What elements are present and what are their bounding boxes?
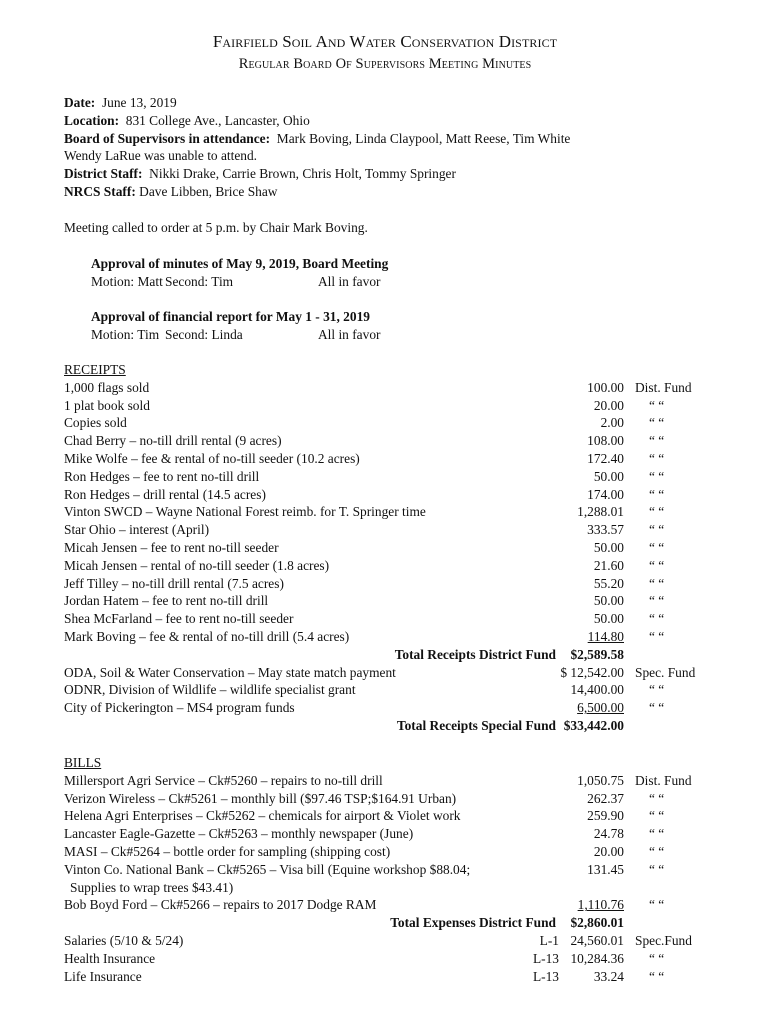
row-fund: “ “ bbox=[649, 826, 665, 842]
table-row bbox=[64, 681, 734, 699]
row-description: Health Insurance bbox=[64, 950, 156, 966]
row-description: Jeff Tilley – no-till drill rental (7.5 acres) bbox=[64, 575, 284, 591]
called-to-order: Meeting called to order at 5 p.m. by Chair Mark Boving. bbox=[64, 220, 368, 235]
row-amount: 114.80 bbox=[587, 628, 624, 644]
table-row bbox=[64, 825, 734, 843]
bills-heading: BILLS bbox=[64, 755, 102, 770]
table-row bbox=[64, 379, 734, 397]
row-amount: 50.00 bbox=[593, 611, 624, 627]
row-fund: Dist. Fund bbox=[635, 379, 692, 395]
row-description: Helena Agri Enterprises – Ck#5262 – chemicals for airport & Violet work bbox=[64, 808, 461, 824]
row-description: Chad Berry – no-till drill rental (9 acres) bbox=[64, 433, 282, 449]
approval-minutes: Approval of minutes of May 9, 2019, Board Meeting Motion: Matt Second: Tim All in favor bbox=[91, 256, 389, 289]
row-fund: “ “ bbox=[649, 575, 665, 591]
approval-heading: Approval of minutes of May 9, 2019, Board Meeting bbox=[91, 256, 389, 271]
row-description: City of Pickerington – MS4 program funds bbox=[64, 700, 295, 716]
location-line: Location: 831 College Ave., Lancaster, Ohio bbox=[64, 112, 310, 128]
row-fund: “ “ bbox=[649, 790, 665, 806]
total-special-receipts: Total Receipts Special Fund $33,442.00 bbox=[396, 717, 624, 733]
row-fund: “ “ bbox=[649, 557, 665, 573]
row-description: Millersport Agri Service – Ck#5260 – repairs to no-till drill bbox=[64, 772, 383, 788]
receipts-section bbox=[64, 361, 734, 735]
row-description: Copies sold bbox=[64, 415, 127, 431]
row-amount: 108.00 bbox=[587, 433, 624, 449]
row-amount: 20.00 bbox=[593, 397, 624, 413]
row-amount: 172.40 bbox=[587, 450, 624, 466]
row-fund: “ “ bbox=[649, 486, 665, 502]
row-description: MASI – Ck#5264 – bottle order for sampling (shipping cost) bbox=[64, 843, 391, 859]
table-row bbox=[64, 557, 734, 575]
table-row: Bob Boyd Ford – Ck#5266 – repairs to 2017 Dodge RAM 1,110.76 “ “ bbox=[64, 897, 665, 913]
absent-line: Wendy LaRue was unable to attend. bbox=[64, 148, 258, 164]
row-fund: “ “ bbox=[649, 450, 665, 466]
row-description: 1 plat book sold bbox=[64, 397, 150, 413]
bills-section bbox=[64, 754, 734, 985]
row-amount: 33.24 bbox=[593, 968, 624, 984]
table-row bbox=[64, 950, 734, 968]
table-row bbox=[64, 503, 734, 521]
row-code: L-1 bbox=[539, 932, 559, 948]
date-line: Date: June 13, 2019 bbox=[64, 95, 177, 110]
staff-line: District Staff: Nikki Drake, Carrie Brown, Chris Holt, Tommy Springer bbox=[64, 166, 456, 182]
table-row bbox=[64, 610, 734, 628]
row-fund: “ “ bbox=[649, 433, 665, 449]
row-amount: $ 12,542.00 bbox=[560, 664, 624, 680]
row-amount: 6,500.00 bbox=[577, 700, 624, 716]
table-row bbox=[64, 790, 734, 808]
row-amount: 259.90 bbox=[587, 808, 624, 824]
row-description: Vinton Co. National Bank – Ck#5265 – Visa bill (Equine workshop $88.04; bbox=[64, 861, 471, 877]
approval-heading: Approval of financial report for May 1 - 31, 2019 bbox=[91, 309, 370, 324]
row-fund: “ “ bbox=[649, 397, 665, 413]
row-description: Jordan Hatem – fee to rent no-till drill bbox=[64, 593, 269, 609]
row-code: L-13 bbox=[532, 950, 559, 966]
row-amount: 21.60 bbox=[593, 557, 624, 573]
table-row bbox=[64, 968, 734, 986]
row-amount: 24,560.01 bbox=[570, 932, 624, 948]
document-subtitle: Regular Board Of Supervisors Meeting Minutes bbox=[238, 56, 532, 72]
row-description: Micah Jensen – fee to rent no-till seeder bbox=[64, 539, 279, 555]
document-title: Fairfield Soil And Water Conservation District bbox=[212, 32, 558, 51]
row-amount: 2.00 bbox=[600, 415, 624, 431]
table-row bbox=[64, 932, 734, 950]
row-description: Star Ohio – interest (April) bbox=[64, 522, 210, 538]
row-amount: 1,050.75 bbox=[577, 772, 624, 788]
row-description: Ron Hedges – fee to rent no-till drill bbox=[64, 468, 260, 484]
row-fund: “ “ bbox=[649, 539, 665, 555]
table-row bbox=[64, 628, 734, 646]
row-fund: “ “ bbox=[649, 504, 665, 520]
row-description: Mark Boving – fee & rental of no-till drill (5.4 acres) bbox=[64, 628, 350, 644]
row-amount: 100.00 bbox=[587, 379, 624, 395]
row-description: Salaries (5/10 & 5/24) bbox=[64, 932, 184, 948]
table-row bbox=[64, 414, 734, 432]
table-row bbox=[64, 539, 734, 557]
row-fund: Spec. Fund bbox=[635, 664, 696, 680]
row-fund: “ “ bbox=[649, 682, 665, 698]
row-amount: 262.37 bbox=[587, 790, 624, 806]
row-amount: 10,284.36 bbox=[570, 950, 624, 966]
bill-continuation: Supplies to wrap trees $43.41) bbox=[70, 879, 234, 895]
row-description: Ron Hedges – drill rental (14.5 acres) bbox=[64, 486, 266, 502]
total-district-expenses: Total Expenses District Fund $2,860.01 bbox=[390, 915, 624, 931]
table-row bbox=[64, 450, 734, 468]
row-amount: 24.78 bbox=[593, 826, 624, 842]
row-fund: “ “ bbox=[649, 415, 665, 431]
row-amount: 14,400.00 bbox=[570, 682, 624, 698]
table-row bbox=[64, 664, 734, 682]
row-code: L-13 bbox=[532, 968, 559, 984]
row-fund: “ “ bbox=[649, 843, 665, 859]
table-row bbox=[64, 468, 734, 486]
row-description: Life Insurance bbox=[64, 968, 142, 984]
row-amount: 55.20 bbox=[593, 575, 624, 591]
table-row bbox=[64, 521, 734, 539]
table-row bbox=[64, 592, 734, 610]
row-description: Vinton SWCD – Wayne National Forest reimb. for T. Springer time bbox=[64, 504, 426, 520]
table-row bbox=[64, 575, 734, 593]
row-description: ODA, Soil & Water Conservation – May state match payment bbox=[64, 664, 396, 680]
approval-financial: Approval of financial report for May 1 - 31, 2019 Motion: Tim Second: Linda All in favor bbox=[91, 309, 381, 342]
row-amount: 1,288.01 bbox=[577, 504, 624, 520]
row-amount: 50.00 bbox=[593, 593, 624, 609]
table-row bbox=[64, 772, 734, 790]
row-amount: 20.00 bbox=[593, 843, 624, 859]
row-description: Micah Jensen – rental of no-till seeder (1.8 acres) bbox=[64, 557, 330, 573]
row-amount: 174.00 bbox=[587, 486, 624, 502]
table-row bbox=[64, 843, 734, 861]
row-fund: Spec.Fund bbox=[635, 932, 692, 948]
nrcs-line: NRCS Staff: Dave Libben, Brice Shaw bbox=[64, 183, 278, 199]
row-amount: 50.00 bbox=[593, 468, 624, 484]
row-description: ODNR, Division of Wildlife – wildlife specialist grant bbox=[64, 682, 356, 698]
row-fund: “ “ bbox=[649, 700, 665, 716]
row-description: Mike Wolfe – fee & rental of no-till seeder (10.2 acres) bbox=[64, 450, 360, 466]
meeting-header bbox=[64, 94, 744, 201]
table-row bbox=[64, 486, 734, 504]
row-description: 1,000 flags sold bbox=[64, 379, 150, 395]
row-description: Verizon Wireless – Ck#5261 – monthly bill ($97.46 TSP;$164.91 Urban) bbox=[64, 790, 457, 806]
row-amount: 50.00 bbox=[593, 539, 624, 555]
board-line: Board of Supervisors in attendance: Mark Boving, Linda Claypool, Matt Reese, Tim White bbox=[64, 130, 571, 146]
total-district-receipts: Total Receipts District Fund $2,589.58 bbox=[394, 646, 624, 662]
receipts-heading: RECEIPTS bbox=[64, 362, 126, 377]
row-fund: “ “ bbox=[649, 628, 665, 644]
row-fund: “ “ bbox=[649, 593, 665, 609]
table-row bbox=[64, 432, 734, 450]
table-row bbox=[64, 807, 734, 825]
row-fund: “ “ bbox=[649, 611, 665, 627]
row-fund: “ “ bbox=[649, 950, 665, 966]
row-amount: 131.45 bbox=[587, 861, 624, 877]
row-description: Lancaster Eagle-Gazette – Ck#5263 – monthly newspaper (June) bbox=[64, 826, 414, 842]
table-row bbox=[64, 699, 734, 717]
row-fund: Dist. Fund bbox=[635, 772, 692, 788]
row-fund: “ “ bbox=[649, 808, 665, 824]
row-fund: “ “ bbox=[649, 968, 665, 984]
row-fund: “ “ bbox=[649, 522, 665, 538]
row-fund: “ “ bbox=[649, 861, 665, 877]
row-description: Shea McFarland – fee to rent no-till seeder bbox=[64, 611, 294, 627]
row-amount: 333.57 bbox=[587, 522, 624, 538]
row-fund: “ “ bbox=[649, 468, 665, 484]
table-row bbox=[64, 397, 734, 415]
table-row bbox=[64, 861, 734, 879]
